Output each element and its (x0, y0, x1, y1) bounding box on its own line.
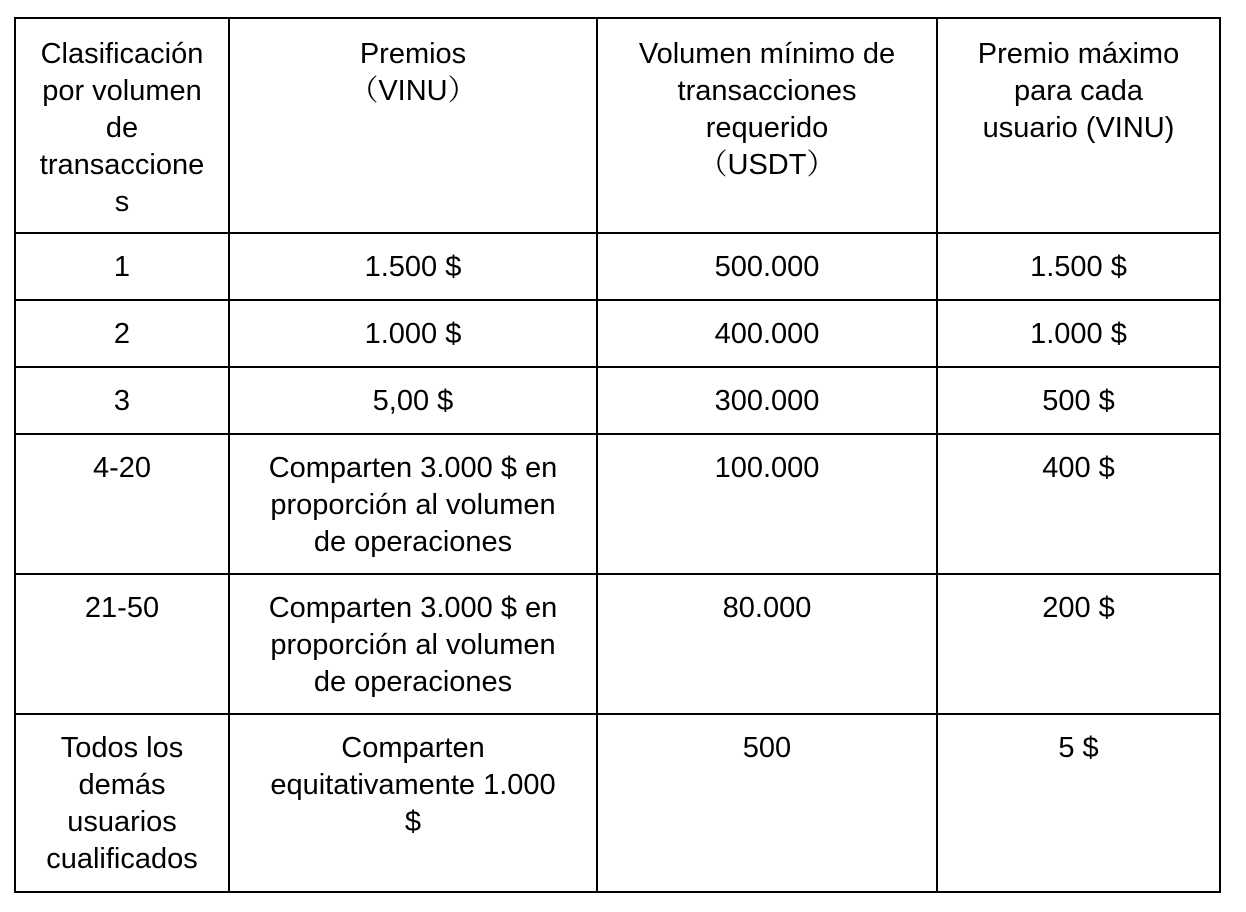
table-row (15, 434, 1220, 574)
cell-prize: Comparten 3.000 $ en proporción al volumen de operaciones (229, 434, 597, 574)
header-prizes: Premios （VINU） (229, 18, 597, 233)
cell-prize: Comparten 3.000 $ en proporción al volumen de operaciones (229, 574, 597, 714)
cell-max-prize: 200 $ (937, 574, 1220, 714)
cell-ranking: 1 (15, 233, 229, 300)
cell-ranking: 3 (15, 367, 229, 434)
table-row (15, 233, 1220, 300)
cell-prize: 5,00 $ (229, 367, 597, 434)
cell-min-volume: 500.000 (597, 233, 937, 300)
table-header-row (15, 18, 1220, 233)
rewards-table (14, 17, 1221, 893)
cell-max-prize: 400 $ (937, 434, 1220, 574)
table-row (15, 714, 1220, 892)
table-row (15, 300, 1220, 367)
header-max-prize: Premio máximo para cada usuario (VINU) (937, 18, 1220, 233)
cell-min-volume: 400.000 (597, 300, 937, 367)
cell-prize: 1.500 $ (229, 233, 597, 300)
cell-min-volume: 300.000 (597, 367, 937, 434)
cell-ranking: 4-20 (15, 434, 229, 574)
cell-min-volume: 80.000 (597, 574, 937, 714)
cell-ranking: 21-50 (15, 574, 229, 714)
header-min-volume: Volumen mínimo de transacciones requerido （USDT） (597, 18, 937, 233)
header-ranking: Clasificación por volumen de transaccione s (15, 18, 229, 233)
cell-ranking: 2 (15, 300, 229, 367)
cell-max-prize: 5 $ (937, 714, 1220, 892)
cell-min-volume: 100.000 (597, 434, 937, 574)
cell-ranking: Todos los demás usuarios cualificados (15, 714, 229, 892)
cell-max-prize: 500 $ (937, 367, 1220, 434)
cell-prize: 1.000 $ (229, 300, 597, 367)
cell-max-prize: 1.000 $ (937, 300, 1220, 367)
table-row (15, 574, 1220, 714)
table-row (15, 367, 1220, 434)
cell-max-prize: 1.500 $ (937, 233, 1220, 300)
cell-min-volume: 500 (597, 714, 937, 892)
cell-prize: Comparten equitativamente 1.000 $ (229, 714, 597, 892)
